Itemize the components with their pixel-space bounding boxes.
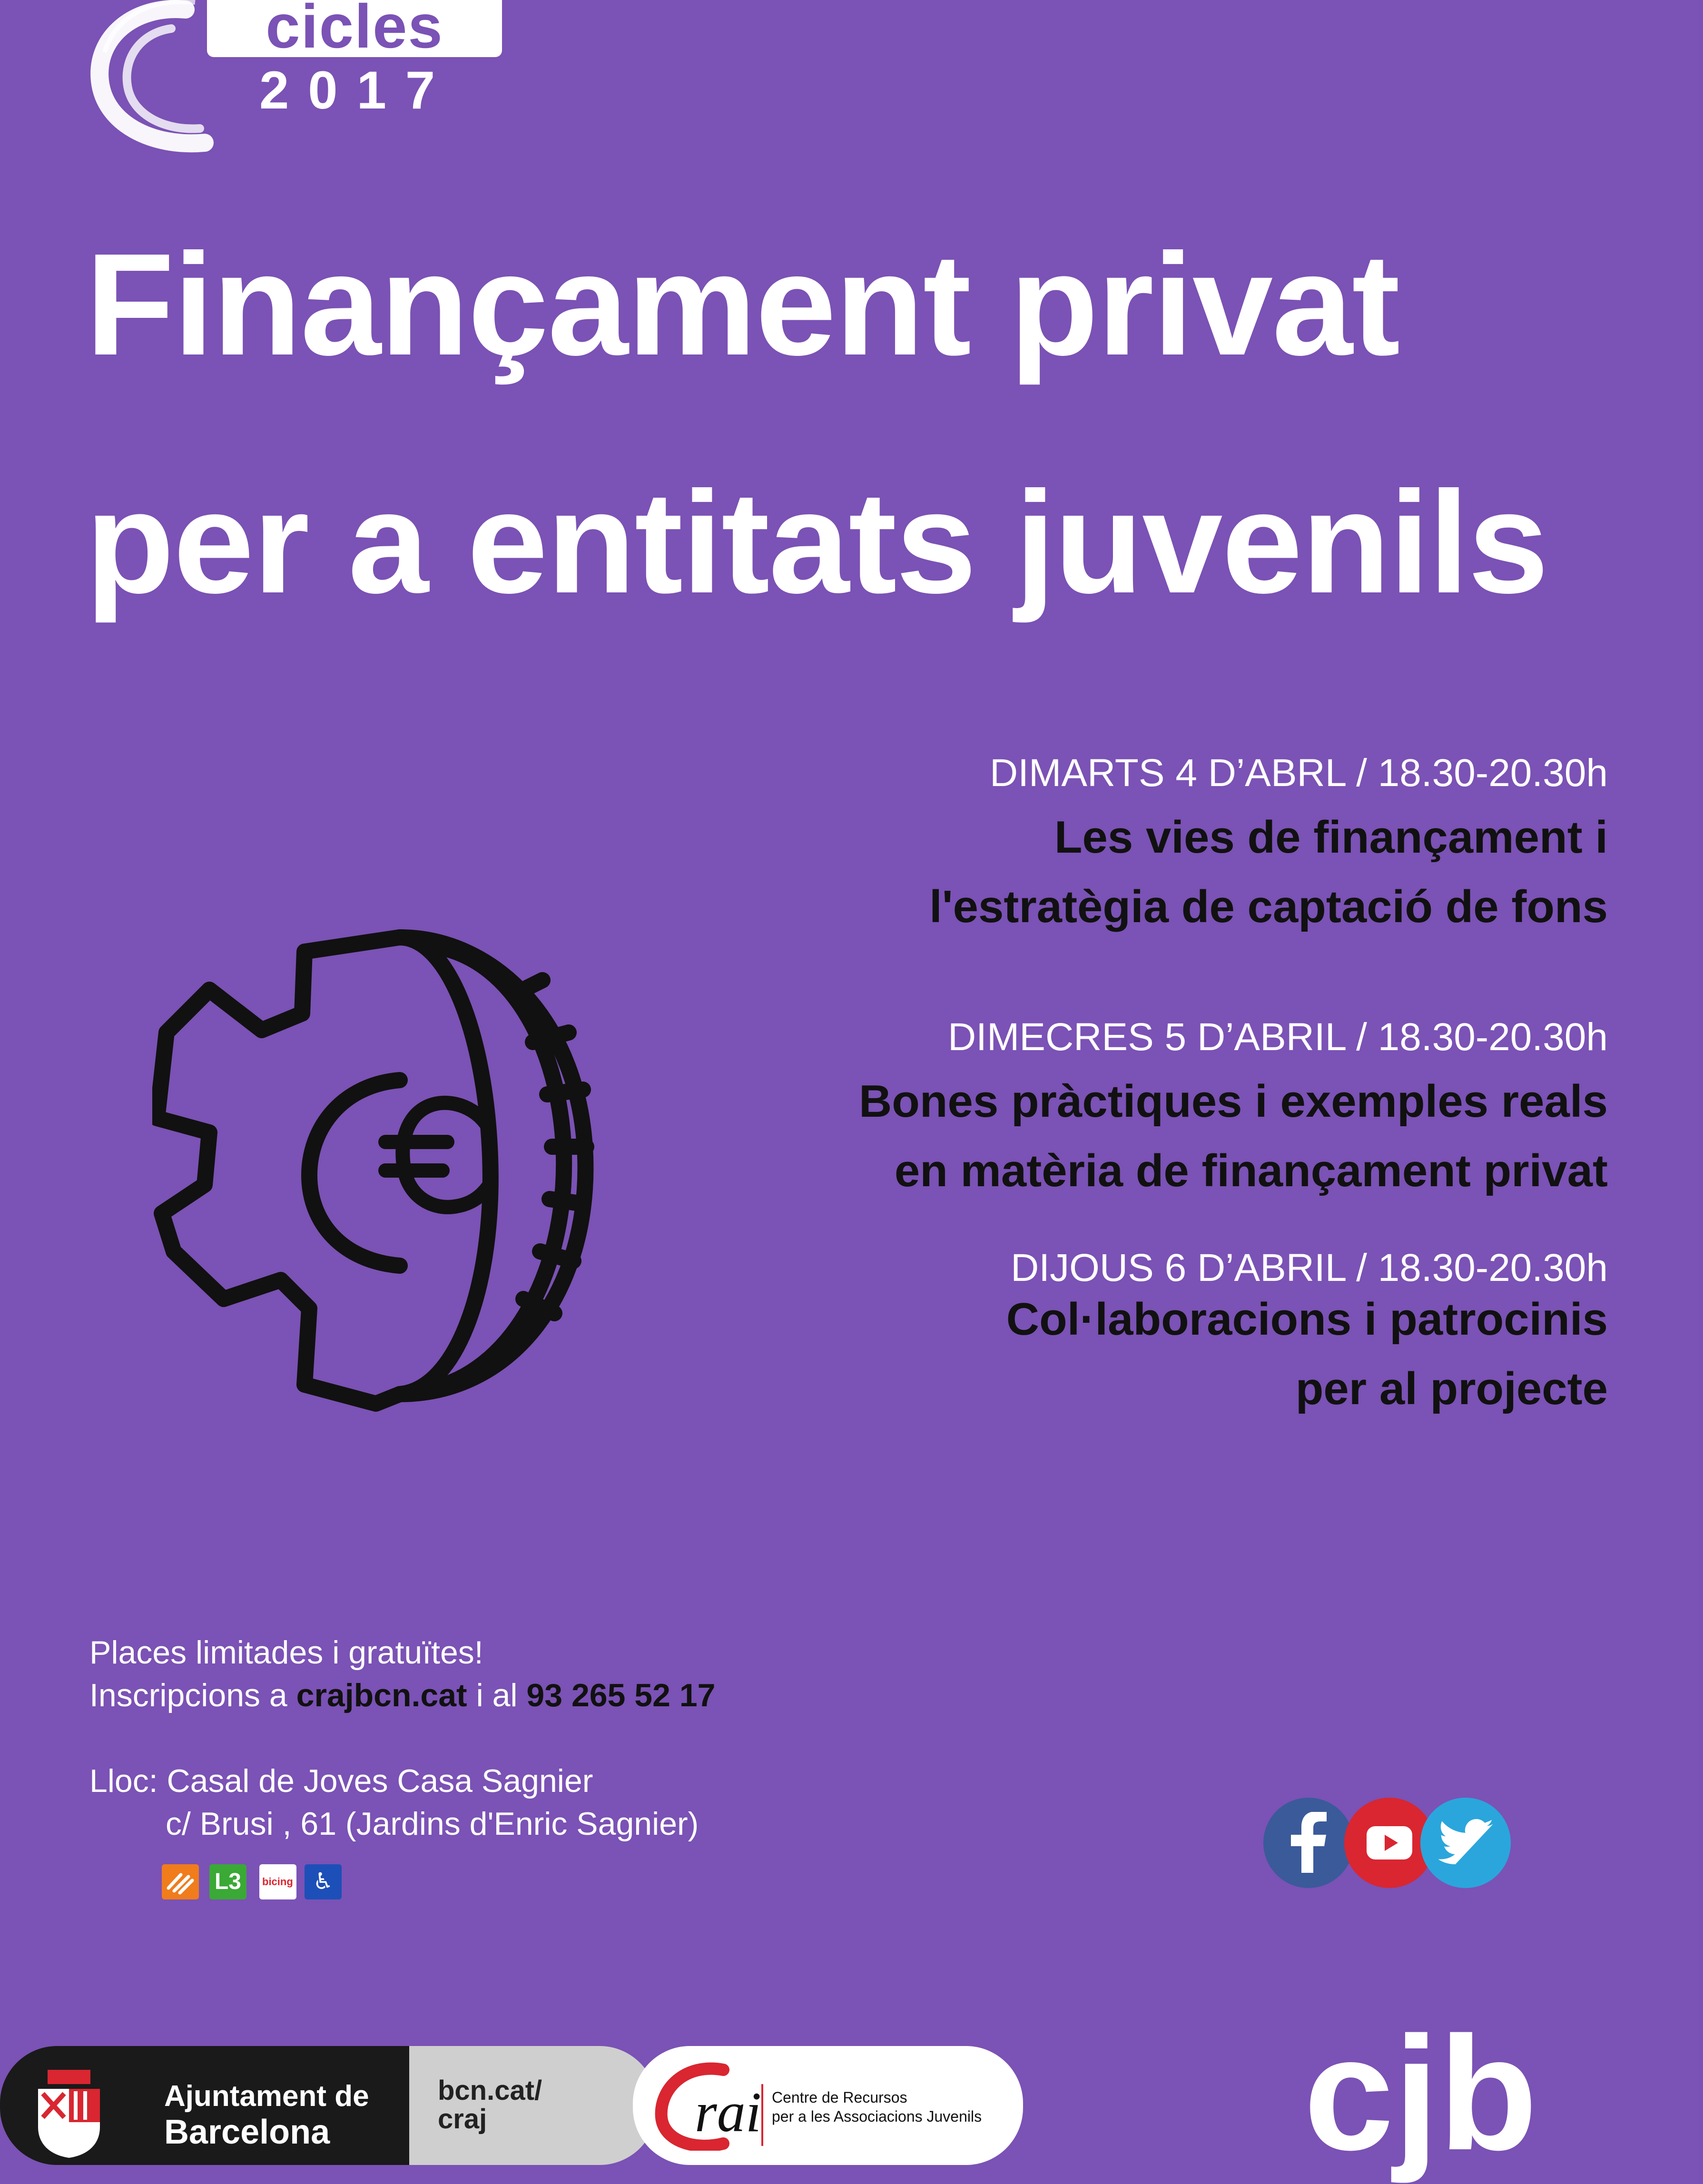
signup-line xyxy=(89,1674,715,1717)
bus-icon xyxy=(162,1864,199,1899)
twitter-icon[interactable] xyxy=(1420,1798,1511,1888)
session-1-topic-line-1: Les vies de finançament i xyxy=(1054,812,1608,863)
signup-prefix: Inscripcions a xyxy=(89,1677,296,1713)
place-label: Lloc: Casal de Joves Casa Sagnier xyxy=(89,1763,593,1799)
session-1-topic-line-2: l'estratègia de captació de fons xyxy=(929,881,1608,932)
cicles-logo xyxy=(76,0,466,157)
metro-l3-icon: L3 xyxy=(209,1864,246,1899)
page-title-line-2: per a entitats juvenils xyxy=(86,461,1548,623)
coin-gear-icon xyxy=(152,918,709,1442)
cjb-logo: cjb xyxy=(1304,2003,1538,2184)
rai-divider xyxy=(761,2084,763,2146)
rai-line-1: Centre de Recursos xyxy=(772,2089,907,2106)
session-3-topic-line-2: per al projecte xyxy=(1295,1363,1608,1414)
rai-wordmark: rai xyxy=(695,2080,762,2144)
signup-phone[interactable]: 93 265 52 17 xyxy=(526,1677,716,1713)
address-text: c/ Brusi , 61 (Jardins d'Enric Sagnier) xyxy=(166,1806,699,1842)
session-1-date: DIMARTS 4 D’ABRL / 18.30-20.30h xyxy=(990,751,1608,795)
bcn-cat-badge[interactable] xyxy=(409,2046,657,2165)
session-3-date: DIJOUS 6 D’ABRIL / 18.30-20.30h xyxy=(1011,1246,1608,1289)
accessibility-icon: ♿ xyxy=(305,1864,342,1899)
session-2-date: DIMECRES 5 D’ABRIL / 18.30-20.30h xyxy=(947,1015,1608,1059)
rai-line-2: per a les Associacions Juvenils xyxy=(772,2108,982,2125)
signup-mid: i al xyxy=(467,1677,527,1713)
page-title-line-1: Finançament privat xyxy=(86,223,1399,385)
cicles-wordmark: cicles xyxy=(207,0,502,57)
signup-site-link[interactable]: crajbcn.cat xyxy=(296,1677,467,1713)
ajuntament-line-2: Barcelona xyxy=(164,2113,330,2151)
svg-text:bicing: bicing xyxy=(262,1876,293,1888)
session-2-topic-line-1: Bones pràctiques i exemples reals xyxy=(858,1076,1608,1127)
session-3-topic-line-1: Col·laboracions i patrocinis xyxy=(1006,1294,1608,1345)
cicles-year: 2017 xyxy=(259,60,454,120)
bcn-line-1: bcn.cat/ xyxy=(438,2075,542,2106)
ajuntament-line-1: Ajuntament de xyxy=(164,2080,369,2113)
bcn-line-2: craj xyxy=(438,2104,487,2135)
bicing-icon xyxy=(259,1864,296,1899)
session-2-topic-line-2: en matèria de finançament privat xyxy=(894,1145,1608,1196)
rai-logo xyxy=(633,2046,1023,2165)
barcelona-shield-icon xyxy=(29,2065,109,2160)
places-text: Places limitades i gratuïtes! xyxy=(89,1634,483,1671)
facebook-icon[interactable] xyxy=(1263,1798,1354,1888)
